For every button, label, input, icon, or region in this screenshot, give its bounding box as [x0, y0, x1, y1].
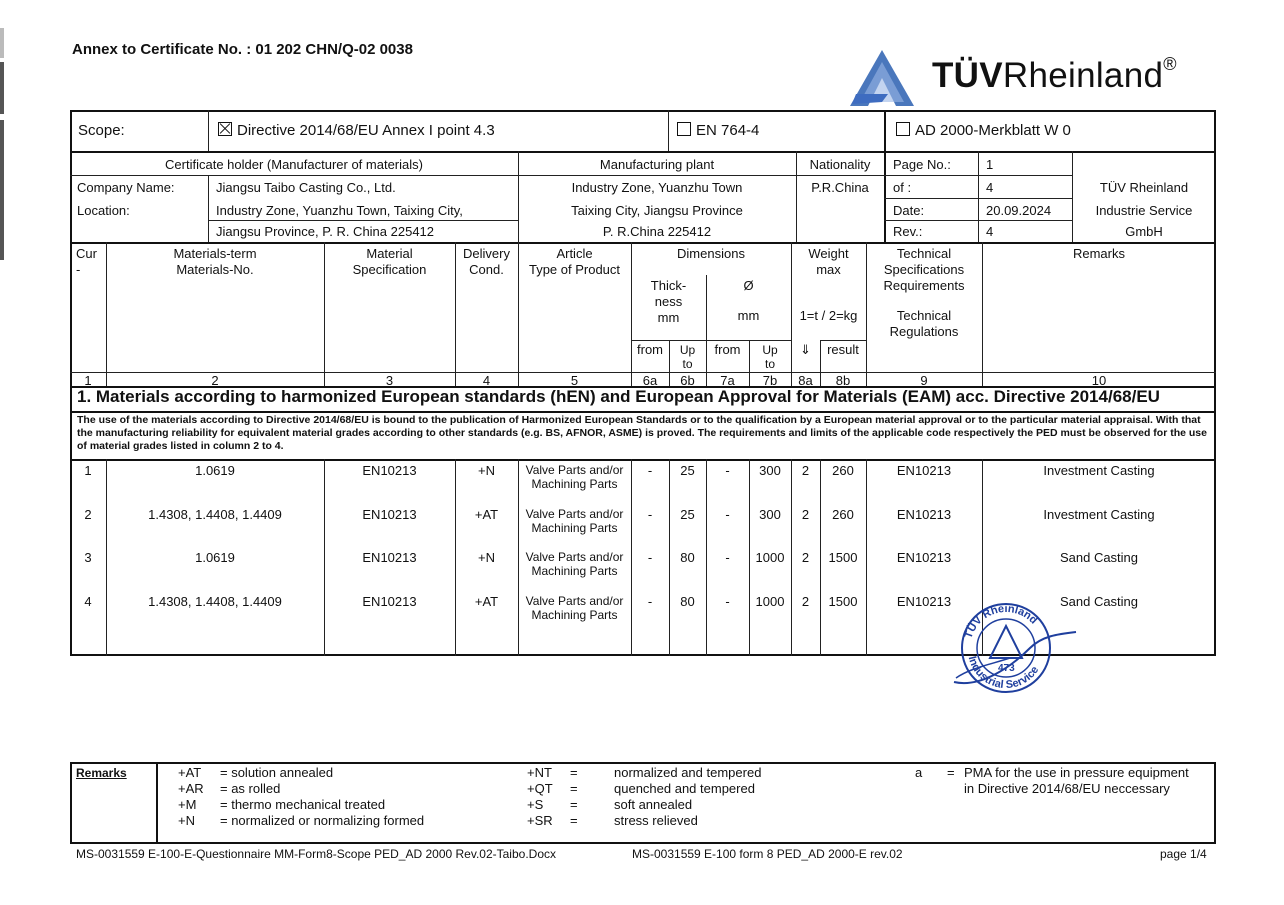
down-arrow-icon: ⇓: [800, 342, 811, 357]
col-6b-upto: Up to: [679, 343, 696, 371]
checkbox-empty-icon[interactable]: [677, 122, 691, 136]
col-number: 9: [920, 373, 928, 388]
col-materials: Materials-term Materials-No.: [173, 246, 257, 277]
nationality-value: P.R.China: [811, 180, 869, 195]
col-number: 1: [84, 373, 92, 388]
nationality-heading: Nationality: [809, 157, 871, 172]
scope-option-ad2000[interactable]: AD 2000-Merkblatt W 0: [896, 122, 1071, 140]
col-7b-upto: Up to: [762, 343, 778, 371]
col-number: 5: [570, 373, 579, 388]
location-label: Location:: [77, 203, 130, 218]
col-number: 8b: [835, 373, 851, 388]
issuer-line3: GmbH: [1125, 224, 1163, 239]
logo-brand-rest: Rheinland: [1002, 56, 1164, 95]
logo-brand-bold: TÜV: [932, 56, 1003, 95]
issuer-line1: TÜV Rheinland: [1099, 180, 1189, 195]
location-line1: Industry Zone, Yuanzhu Town, Taixing City,: [216, 203, 463, 218]
col-delivery-cond: Delivery Cond.: [463, 246, 510, 277]
col-number: 7a: [720, 373, 735, 388]
svg-text:473: 473: [998, 663, 1015, 674]
tuv-logo: [848, 48, 1218, 108]
footer-left: MS-0031559 E-100-E-Questionnaire MM-Form8-Scope PED_AD 2000 Rev.02-Taibo.Docx: [76, 847, 556, 861]
remarks-heading: Remarks: [76, 766, 127, 780]
tuv-triangle-logo-icon: [848, 48, 918, 108]
page-no-label: Page No.:: [893, 157, 951, 172]
col-7a-from: from: [714, 342, 741, 357]
col-specification: Material Specification: [352, 246, 427, 277]
section-title: 1. Materials according to harmonized European standards (hEN) and European Approval for Materials (EAM) acc. Directive 2014/68/EU: [77, 387, 1160, 406]
plant-line1: Industry Zone, Yuanzhu Town: [571, 180, 743, 195]
col-number: 2: [211, 373, 219, 388]
scope-label: Scope:: [78, 122, 125, 139]
registered-mark: ®: [1163, 54, 1177, 74]
company-label: Company Name:: [77, 180, 175, 195]
col-number: 3: [385, 373, 394, 388]
section-paragraph: The use of the materials according to Directive 2014/68/EU is bound to the publication of Harmonized European Standards or to the qualification by a European material approval or to the particular material appraisal. With that the manufacturing reliability for equivalent material grades according to other standards (e.g. BS, AFNOR, ASME) is proved. The requirements and limits of the applicable code respectively the PED must be observed for the use of material grades listed in column 2 to 4.: [77, 414, 1207, 452]
svg-text:TÜV Rheinland: TÜV Rheinland: [962, 602, 1040, 641]
of-label: of :: [893, 180, 912, 195]
col-article: Article Type of Product: [528, 246, 621, 277]
holder-heading: Certificate holder (Manufacturer of materials): [165, 157, 423, 172]
rev-label: Rev.:: [893, 224, 923, 239]
col-number: 7b: [762, 373, 778, 388]
col-number: 6a: [642, 373, 658, 388]
tuv-stamp: [950, 598, 1080, 698]
annex-title: Annex to Certificate No. : 01 202 CHN/Q-02 0038: [72, 41, 413, 58]
col-8b-result: result: [827, 342, 859, 357]
checkbox-checked-icon[interactable]: [218, 122, 232, 136]
col-number: 4: [482, 373, 491, 388]
col-diameter: Ø mm: [706, 278, 791, 324]
scan-edge-mark: [0, 120, 4, 260]
rev-value: 4: [986, 224, 994, 239]
plant-line3: P. R.China 225412: [602, 224, 712, 239]
footer-page: page 1/4: [1160, 847, 1207, 861]
col-technical: Technical Specifications Requirements Technical Regulations: [883, 246, 965, 339]
location-line2: Jiangsu Province, P. R. China 225412: [216, 224, 435, 239]
plant-line2: Taixing City, Jiangsu Province: [571, 203, 743, 218]
company-value: Jiangsu Taibo Casting Co., Ltd.: [216, 180, 396, 195]
svg-text:Industrial Service: Industrial Service: [965, 655, 1042, 692]
col-6a-from: from: [637, 342, 663, 357]
date-label: Date:: [893, 203, 925, 218]
col-cur: Cur -: [76, 246, 97, 277]
plant-heading: Manufacturing plant: [599, 157, 715, 172]
date-value: 20.09.2024: [986, 203, 1052, 218]
col-number: 10: [1091, 373, 1107, 388]
footer-center: MS-0031559 E-100 form 8 PED_AD 2000-E rev.02: [632, 847, 903, 861]
col-number: 6b: [680, 373, 695, 388]
issuer-line2: Industrie Service: [1095, 203, 1193, 218]
scan-edge-mark: [0, 28, 4, 58]
col-number: 8a: [798, 373, 813, 388]
col-thickness: Thick- ness mm: [650, 278, 687, 325]
scope-option-directive[interactable]: Directive 2014/68/EU Annex I point 4.3: [218, 122, 495, 140]
page-no-value: 1: [986, 157, 994, 172]
checkbox-empty-icon[interactable]: [896, 122, 910, 136]
col-dimensions: Dimensions: [677, 246, 745, 261]
scope-option-en764[interactable]: EN 764-4: [677, 122, 759, 140]
of-value: 4: [986, 180, 994, 195]
col-weight: Weight max 1=t / 2=kg: [799, 246, 858, 323]
stamp-seal-icon: [950, 598, 1080, 698]
col-remarks: Remarks: [1072, 246, 1125, 261]
scan-edge-mark: [0, 62, 4, 114]
diameter-icon: Ø: [743, 278, 754, 293]
